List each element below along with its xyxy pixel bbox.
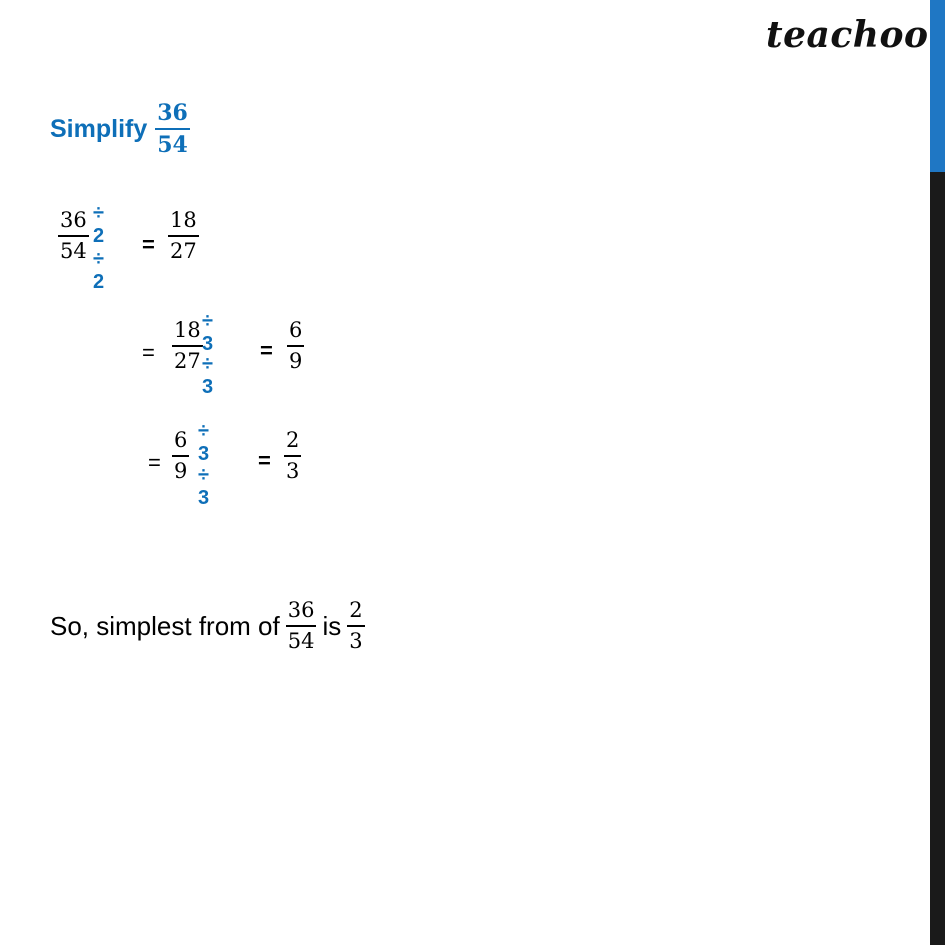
step-3-equals: = — [258, 448, 271, 473]
step-2-equals: = — [260, 338, 273, 363]
scrollbar-thumb[interactable] — [930, 0, 945, 172]
fraction-denominator: 54 — [287, 629, 315, 653]
step-1-divide-top: ÷ 2 — [93, 202, 105, 247]
fraction-numerator: 36 — [287, 598, 315, 622]
step-1-divide-bottom: ÷ 2 — [93, 248, 105, 293]
step-2-left-fraction — [172, 320, 203, 372]
conclusion-text-middle: is — [322, 610, 342, 641]
fraction-numerator: 6 — [289, 318, 303, 342]
conclusion-from-fraction — [286, 600, 317, 652]
conclusion-to-fraction — [347, 600, 364, 652]
fraction-numerator: 18 — [170, 208, 197, 232]
step-2-divide-top: ÷ 3 — [202, 310, 214, 355]
step-3-result-fraction — [284, 430, 301, 482]
heading-label: Simplify — [50, 114, 148, 143]
step-2-result-fraction — [287, 320, 304, 372]
step-1-left-fraction — [58, 210, 89, 262]
fraction-denominator: 3 — [286, 459, 300, 483]
step-2-lead-equals: = — [142, 340, 155, 365]
step-1-equals: = — [142, 232, 155, 257]
fraction-denominator: 9 — [289, 349, 303, 373]
fraction-numerator: 6 — [174, 428, 188, 452]
step-3-divide-bottom: ÷ 3 — [198, 464, 210, 509]
step-3-divide-top: ÷ 3 — [198, 420, 210, 465]
fraction-numerator: 2 — [349, 598, 363, 622]
fraction-denominator: 54 — [60, 239, 87, 263]
question-heading — [50, 102, 190, 156]
step-3-left-fraction — [172, 430, 189, 482]
conclusion-line — [50, 600, 365, 652]
fraction-numerator: 36 — [60, 208, 87, 232]
fraction-denominator: 9 — [174, 459, 188, 483]
teachoo-logo: teachoo — [766, 14, 929, 56]
fraction-numerator: 2 — [286, 428, 300, 452]
step-1-result-fraction — [168, 210, 199, 262]
conclusion-text-before: So, simplest from of — [50, 610, 280, 641]
fraction-denominator: 3 — [349, 629, 363, 653]
step-2-divide-bottom: ÷ 3 — [202, 353, 214, 398]
step-3-lead-equals: = — [148, 450, 161, 475]
fraction-numerator: 36 — [157, 100, 188, 126]
fraction-denominator: 27 — [174, 349, 201, 373]
fraction-numerator: 18 — [174, 318, 201, 342]
fraction-denominator: 54 — [157, 132, 188, 158]
heading-fraction — [155, 102, 190, 156]
fraction-denominator: 27 — [170, 239, 197, 263]
